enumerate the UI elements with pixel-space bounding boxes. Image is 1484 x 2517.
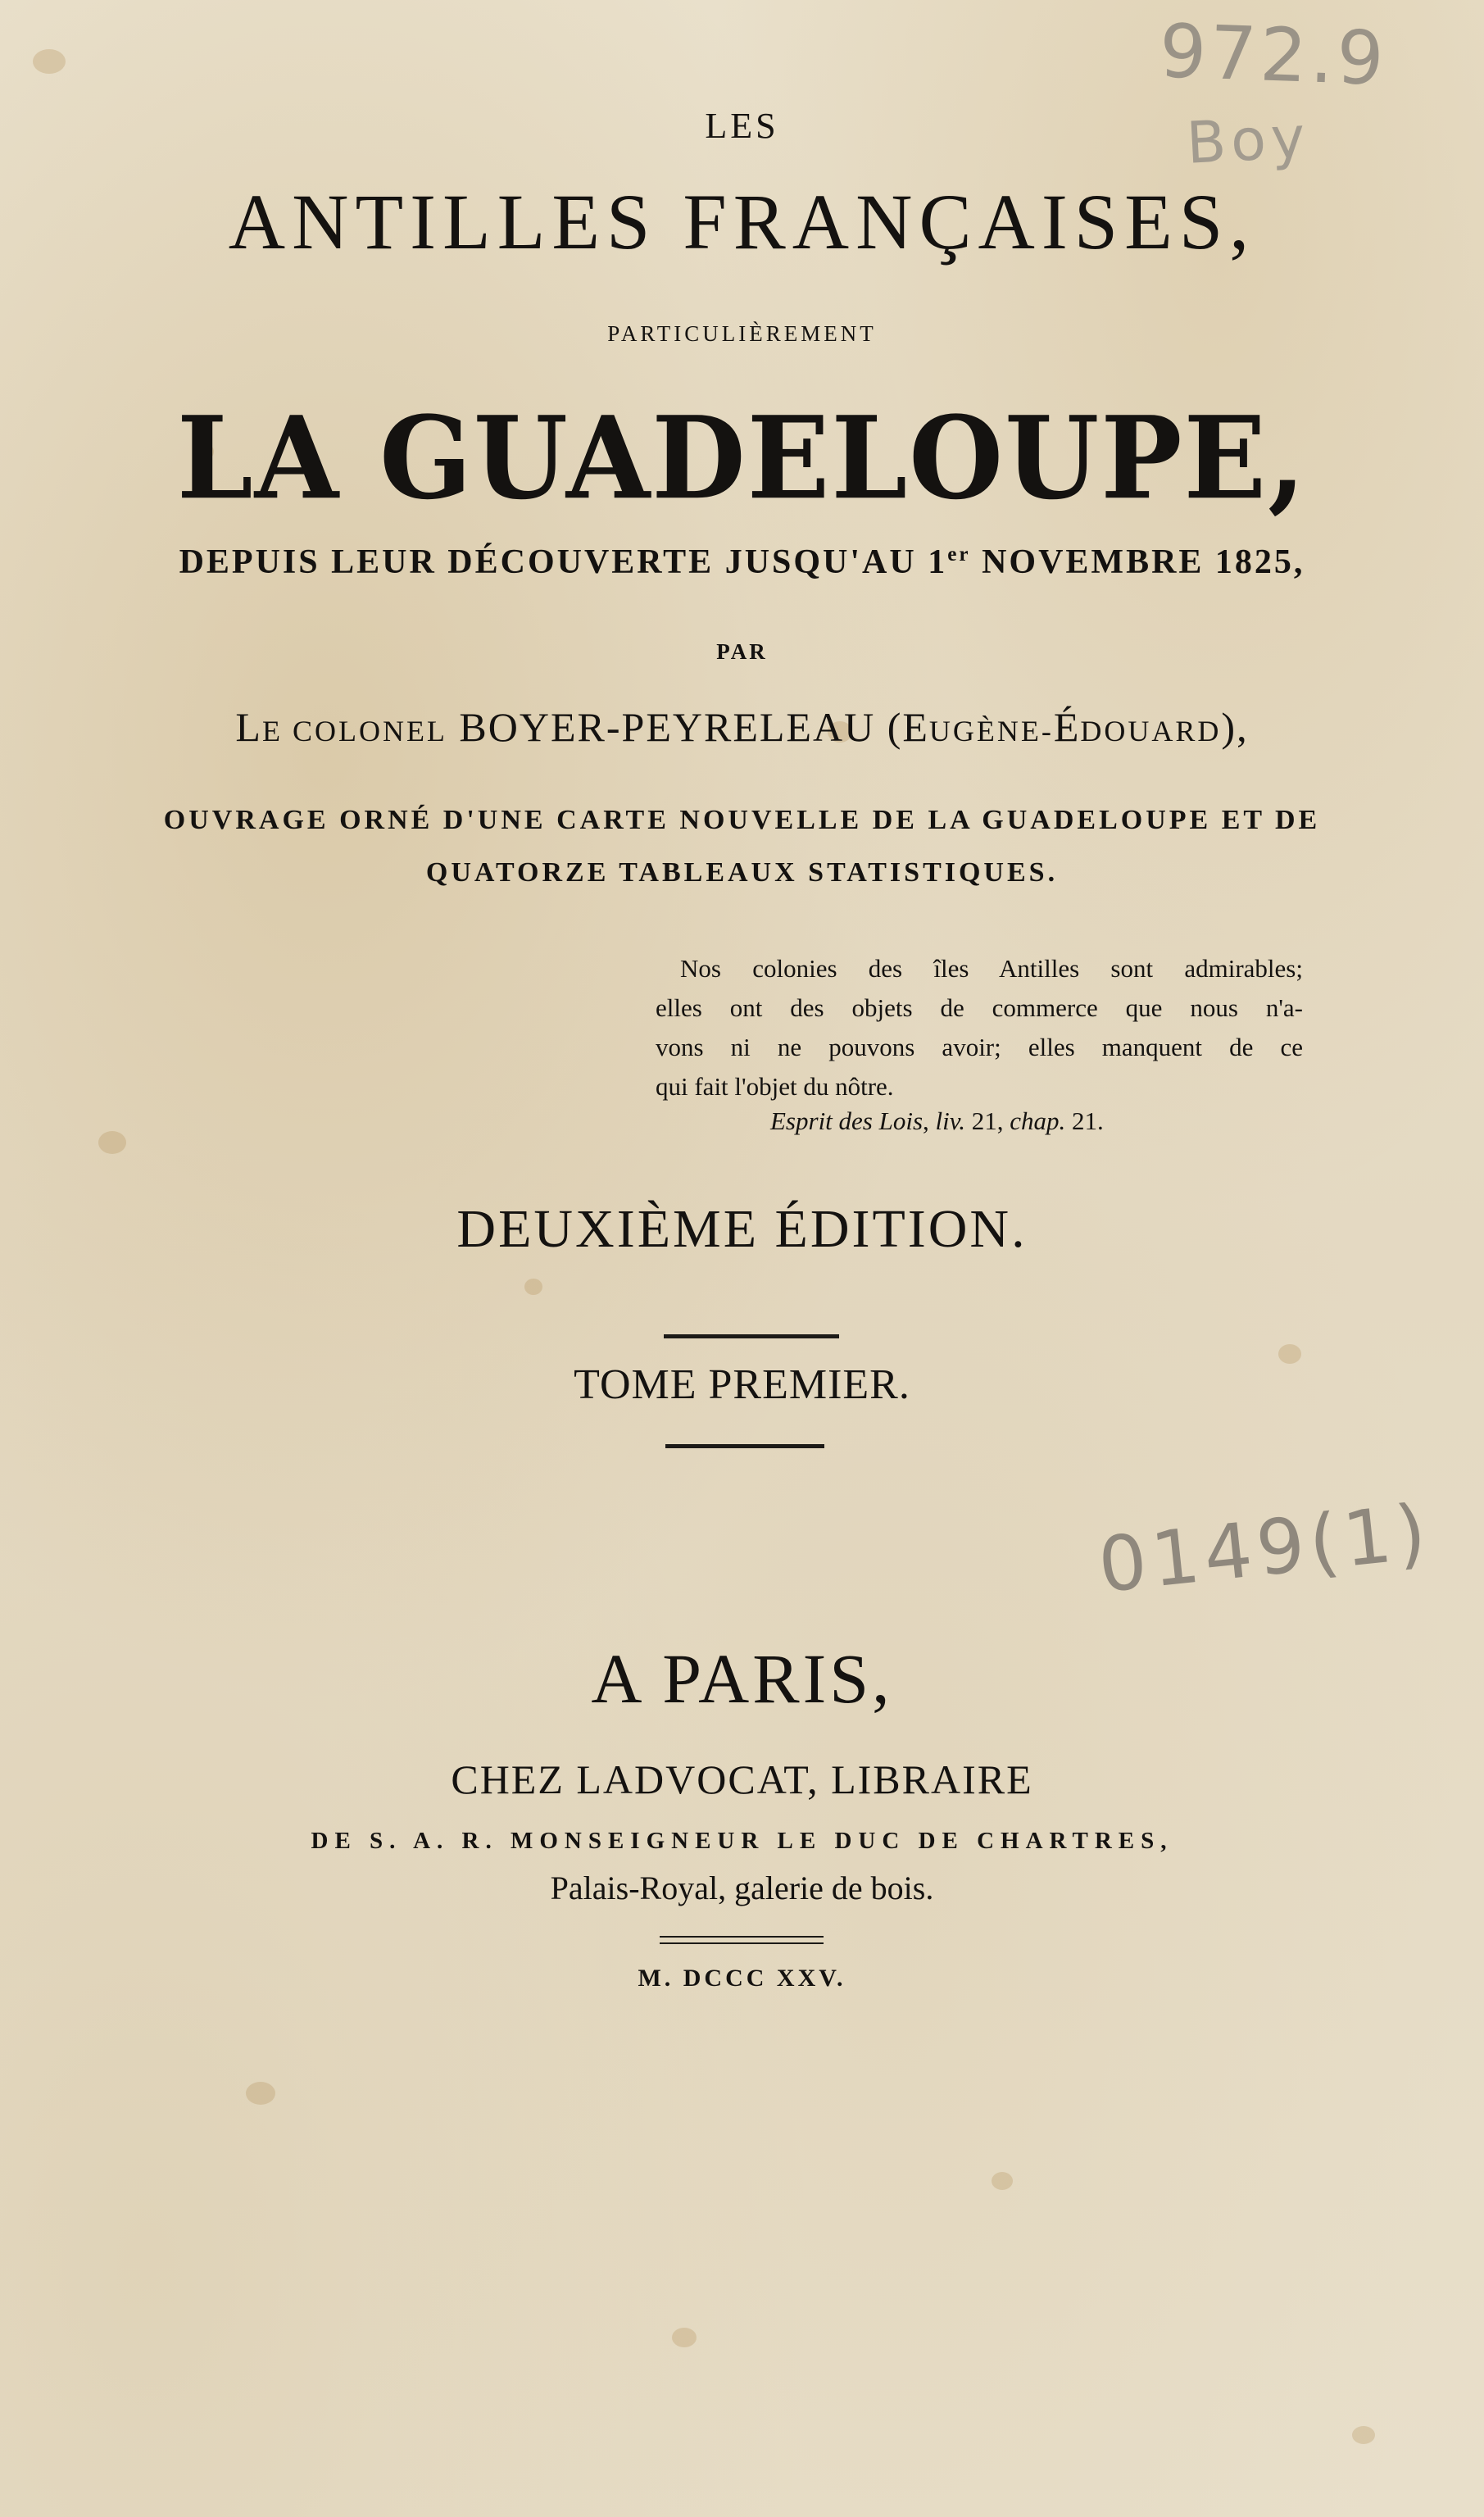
imprint-place: A PARIS,: [591, 1639, 893, 1718]
subtitle-dates: DEPUIS LEUR DÉCOUVERTE JUSQU'AU 1er NOVEMBRE 1825,: [179, 543, 1305, 581]
epigraph: [656, 949, 1303, 1106]
imprint-publisher: CHEZ LADVOCAT, LIBRAIRE: [451, 1756, 1033, 1802]
edition-label: DEUXIÈME ÉDITION.: [456, 1199, 1028, 1259]
handwritten-author-code: Boy: [1184, 103, 1312, 177]
by-line-par: PAR: [716, 639, 768, 664]
author-line: LE COLONEL BOYER-PEYRELEAU (EUGÈNE-ÉDOUARD),: [235, 704, 1249, 750]
rule-above-year-2: [660, 1942, 824, 1944]
handwritten-inventory-number: 0149(1): [1094, 1488, 1435, 1610]
epigraph-line: qui fait l'objet du nôtre.: [656, 1072, 894, 1101]
title-antilles-francaises: ANTILLES FRANÇAISES,: [228, 178, 1256, 266]
imprint-address: Palais-Royal, galerie de bois.: [550, 1870, 934, 1906]
epigraph-line: vons ni ne pouvons avoir; elles manquent de ce: [656, 1033, 1303, 1061]
rule-above-year: [660, 1936, 824, 1938]
rule-above-volume: [664, 1334, 839, 1338]
title-les: LES: [705, 106, 779, 146]
handwritten-call-number: 972.9: [1158, 8, 1389, 102]
epigraph-line: Nos colonies des îles Antilles sont admirables;: [680, 954, 1303, 983]
epigraph-line: elles ont des objets de commerce que nous n'a-: [656, 993, 1303, 1022]
title-particulierement: PARTICULIÈREMENT: [607, 321, 877, 346]
work-description-line-2: QUATORZE TABLEAUX STATISTIQUES.: [425, 857, 1059, 888]
author-name: BOYER-PEYRELEAU: [459, 704, 876, 750]
imprint-publisher-title: DE S. A. R. MONSEIGNEUR LE DUC DE CHARTRES,: [311, 1828, 1173, 1854]
imprint-year: M. DCCC XXV.: [638, 1965, 846, 1992]
rule-below-volume: [665, 1444, 824, 1448]
epigraph-citation: Esprit des Lois, liv. 21, chap. 21.: [770, 1106, 1104, 1135]
volume-label: TOME PREMIER.: [574, 1361, 910, 1408]
work-description-line-1: OUVRAGE ORNÉ D'UNE CARTE NOUVELLE DE LA GUADELOUPE ET DE: [163, 805, 1321, 835]
title-la-guadeloupe: LA GUADELOUPE,: [176, 392, 1308, 525]
